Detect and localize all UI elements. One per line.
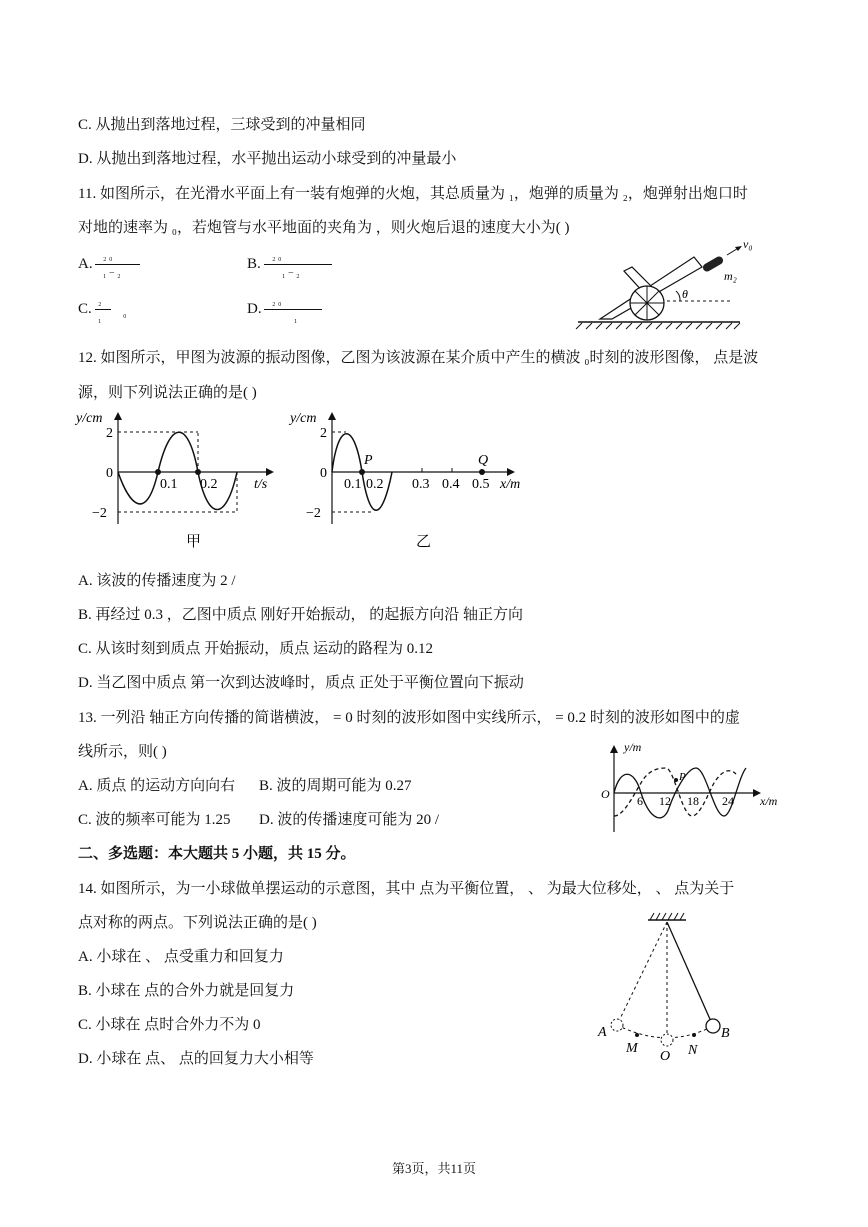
fraction-numerator: ₂ — [98, 296, 102, 307]
option-label: C. — [78, 301, 92, 317]
q12-option-b: B. 再经过 0.3 ，乙图中质点 刚好开始振动， 的起振方向沿 轴正方向 — [78, 607, 524, 623]
x-axis-label: x/m — [500, 477, 521, 492]
x-tick-label: 6 — [637, 794, 643, 808]
fraction-bar — [95, 309, 111, 310]
wheel-spokes — [630, 286, 664, 320]
ball-ghost — [611, 1019, 623, 1031]
q13-option-a: A. 质点 的运动方向向右 — [78, 778, 236, 794]
y-tick-label: 0 — [320, 466, 327, 481]
fraction-denominator: ₁ — [294, 313, 298, 324]
arrow-head-icon — [735, 246, 742, 251]
angle-arc — [676, 291, 680, 301]
ceiling-hatching — [650, 913, 684, 920]
point-n-label: N — [688, 1043, 698, 1058]
ball — [706, 1019, 720, 1033]
point-b-label: B — [721, 1026, 730, 1041]
x-axis-arrow-icon — [266, 468, 274, 476]
q10-option-c: C. 从抛出到落地过程，三球受到的冲量相同 — [78, 117, 366, 133]
x-axis-label: x/m — [760, 794, 778, 808]
v0-label: v₀ — [743, 237, 753, 251]
point-a-label: A — [598, 1025, 607, 1040]
q12-graph-yi — [288, 404, 538, 556]
q11-cannon-figure — [572, 235, 772, 330]
q13-option-c: C. 波的频率可能为 1.25 — [78, 812, 231, 828]
x-tick-label: 0.5 — [472, 477, 490, 492]
fraction-numerator: ₂ ₀ — [272, 296, 282, 307]
x-tick-label: 0.3 — [412, 477, 430, 492]
origin-label: O — [601, 787, 610, 801]
point-m — [635, 1033, 639, 1037]
shell — [701, 255, 724, 273]
q14-option-b: B. 小球在 点的合外力就是回复力 — [78, 983, 295, 999]
graph-caption: 甲 — [186, 534, 202, 550]
option-label: A. — [78, 256, 93, 272]
vibration-curve — [118, 432, 237, 509]
q12-graph-jia — [74, 404, 284, 556]
y-tick-label: 2 — [320, 426, 327, 441]
q14-stem-line2: 点对称的两点。下列说法正确的是( ) — [78, 915, 317, 931]
q12-stem-line1: 12. 如图所示，甲图为波源的振动图像，乙图为该波源在某介质中产生的横波 ₀时刻的波形图像， 点是波 — [78, 350, 759, 366]
y-tick-label: −2 — [306, 506, 321, 521]
y-axis-arrow-icon — [610, 745, 618, 753]
fraction-bar — [264, 264, 332, 265]
fraction-bar — [95, 264, 140, 265]
fraction-numerator: ₂ ₀ — [103, 251, 113, 262]
point-o-label: O — [660, 1049, 671, 1064]
x-tick-label: 0.1 — [344, 477, 362, 492]
q12-stem-line2: 源，则下列说法正确的是( ) — [78, 385, 257, 401]
y-axis-arrow-icon — [114, 412, 122, 420]
q13-stem-line2: 线所示，则( ) — [78, 744, 167, 760]
q14-option-c: C. 小球在 点时合外力不为 0 — [78, 1017, 261, 1033]
ground-hatching — [576, 323, 740, 329]
q10-option-d: D. 从抛出到落地过程，水平抛出运动小球受到的冲量最小 — [78, 151, 457, 167]
page-footer: 第3页，共11页 — [391, 1161, 477, 1176]
x-tick-label: 18 — [687, 794, 699, 808]
fraction-numerator: ₂ ₀ — [272, 251, 282, 262]
fraction-denominator: ₁ — [98, 313, 102, 324]
y-tick-label: −2 — [92, 506, 107, 521]
fraction-denominator: ₁ − ₂ — [103, 268, 121, 279]
y-tick-label: 2 — [106, 426, 113, 441]
q14-option-d: D. 小球在 点、 点的回复力大小相等 — [78, 1051, 314, 1067]
point-m-label: M — [626, 1041, 638, 1056]
fraction-tail: ₀ — [123, 308, 127, 319]
x-tick-label: 0.1 — [160, 477, 178, 492]
q11-stem-line2: 对地的速率为 ₀，若炮管与水平地面的夹角为 ，则火炮后退的速度大小为( ) — [78, 220, 570, 236]
option-label: B. — [247, 256, 261, 272]
option-label: D. — [247, 301, 262, 317]
x-axis-arrow-icon — [507, 468, 515, 476]
q13-option-d: D. 波的传播速度可能为 20 / — [259, 812, 440, 828]
y-axis-arrow-icon — [328, 412, 336, 420]
string-solid — [667, 922, 713, 1026]
y-axis-label: y/cm — [76, 411, 103, 426]
q11-stem-line1: 11. 如图所示，在光滑水平面上有一装有炮弹的火炮，其总质量为 ₁，炮弹的质量为 ₂，炮弹射出炮口时 — [78, 186, 748, 202]
x-tick-label: 0.2 — [366, 477, 384, 492]
y-axis-label: y/m — [624, 740, 642, 754]
fraction-bar — [264, 309, 322, 310]
theta-label: θ — [682, 287, 688, 301]
x-axis-label: t/s — [254, 477, 268, 492]
q13-wave-graph — [596, 738, 786, 834]
y-tick-label: 0 — [106, 466, 113, 481]
point-p — [359, 469, 365, 475]
y-axis-label: y/cm — [290, 411, 317, 426]
q14-pendulum-figure — [590, 910, 750, 1070]
x-tick-label: 0.4 — [442, 477, 460, 492]
point-q — [479, 469, 485, 475]
m2-label: m₂ — [724, 269, 737, 283]
x-tick-label: 0.2 — [200, 477, 218, 492]
point-p-label: P — [679, 771, 686, 783]
point-p — [674, 778, 678, 782]
q13-stem-line1: 13. 一列沿 轴正方向传播的简谐横波， = 0 时刻的波形如图中实线所示， = 0.2 时刻的波形如图中的虚 — [78, 710, 740, 726]
q13-option-b: B. 波的周期可能为 0.27 — [259, 778, 412, 794]
q14-option-a: A. 小球在 、 点受重力和回复力 — [78, 949, 284, 965]
string-dashed — [617, 922, 667, 1025]
ball-ghost — [661, 1034, 673, 1046]
point-q-label: Q — [478, 453, 489, 468]
section-heading: 二、多选题：本大题共 5 小题，共 15 分。 — [78, 846, 356, 862]
graph-caption: 乙 — [416, 534, 432, 550]
point-n — [692, 1033, 696, 1037]
x-tick-label: 24 — [722, 794, 734, 808]
x-tick-label: 12 — [659, 794, 671, 808]
q12-option-c: C. 从该时刻到质点 开始振动，质点 运动的路程为 0.12 — [78, 641, 434, 657]
q12-option-a: A. 该波的传播速度为 2 / — [78, 573, 236, 589]
q14-stem-line1: 14. 如图所示，为一小球做单摆运动的示意图，其中 点为平衡位置， 、 为最大位移处， 、 点为关于 — [78, 881, 735, 897]
zero-point — [155, 469, 161, 475]
point-p-label: P — [364, 453, 373, 468]
q12-option-d: D. 当乙图中质点 第一次到达波峰时，质点 正处于平衡位置向下振动 — [78, 675, 524, 691]
fraction-denominator: ₁ − ₂ — [282, 268, 300, 279]
